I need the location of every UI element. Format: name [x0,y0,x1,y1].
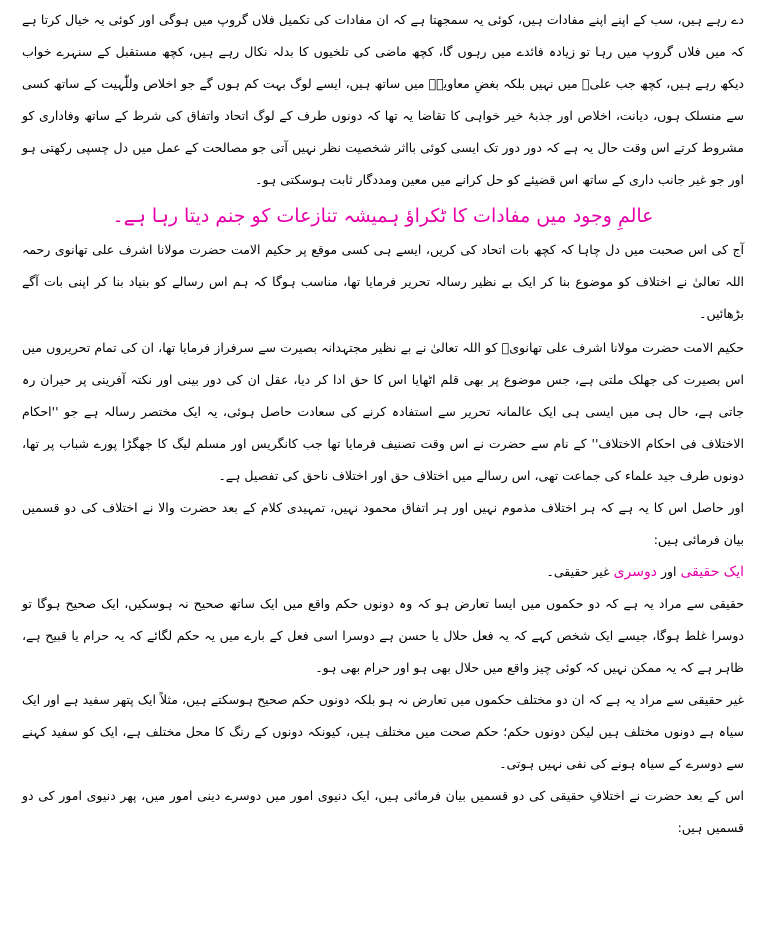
paragraph-thanvi-treatise: حکیم الامت حضرت مولانا اشرف علی تھانویؒ کو اللہ تعالیٰ نے بے نظیر مجتہدانہ بصیرت سے سرفراز فرمایا تھا، ان کی تمام تحریروں میں اس بصیرت کی جھلک ملتی ہے، جس موضوع پر بھی قلم اٹھایا اس کا حق ادا کر دیا، عقل ان کی دور بینی اور نکتہ آفرینی پر حیران رہ جاتی ہے، حال ہی میں ایسی ہی ایک عالمانہ تحریر سے استفادہ کرنے کی سعادت حاصل ہوئی، یہ ایک مختصر رسالہ ہے جو ''احکام الاختلاف فی احکام الاختلاف'' کے نام سے حضرت نے اس وقت تصنیف فرمایا تھا جب کانگریس اور مسلم لیگ کا جھگڑا پورے شباب پر تھا، دونوں طرف جید علماء کی جماعت تھی، اس رسالے میں اختلاف حق اور اختلاف ناحق کی تفصیل ہے۔ [22,340,744,483]
section-heading: عالمِ وجود میں مفادات کا ٹکراؤ ہمیشہ تنازعات کو جنم دیتا رہا ہے۔ [112,205,654,227]
paragraph-factions: دے رہے ہیں، سب کے اپنے اپنے مفادات ہیں، کوئی یہ سمجھتا ہے کہ ان مفادات کی تکمیل فلاں گروپ میں ہوگی اور کوئی یہ خیال کرتا ہے کہ میں فلاں گروپ میں رہا تو زیادہ فائدے میں رہوں گا، کچھ ماضی کی تلخیوں کا بدلہ نکال رہے ہیں، کچھ مستقبل کے سنہرے خواب دیکھ رہے ہیں، کچھ جب علیؓ میں نہیں بلکہ بغضِ معاویہؓ میں ساتھ ہیں، ایسے لوگ بہت کم ہوں گے جو اخلاص وللّٰہیت کے ساتھ کسی سے منسلک ہوں، دیانت، اخلاص اور جذبۂ خیر خواہی کا تقاضا یہ تھا کہ دونوں طرف کے لوگ اتحاد واتفاق کی شرط کے ساتھ وفاداری کو مشروط کرتے اس وقت حال یہ ہے کہ دور دور تک ایسی کوئی بااثر شخصیت نظر نہیں آتی جو مصالحت کے عمل میں دل چسپی رکھتی ہو اور جو غیر جانب داری کے ساتھ اس قضیئے کو حل کرانے میں معین ومددگار ثابت ہوسکتی ہو۔ [22,12,744,187]
paragraph-types-list [22,556,744,588]
highlight-first-type: ایک حقیقی [680,564,744,580]
paragraph-intro-unity: آج کی اس صحبت میں دل چاہا کہ کچھ بات اتحاد کی کریں، ایسے ہی کسی موقع پر حکیم الامت حضرت مولانا اشرف علی تھانوی رحمہ اللہ تعالیٰ نے اختلاف کو موضوع بنا کر ایک بے نظیر رسالہ تحریر فرمایا تھا، مناسب ہوگا کہ ہم اس رسالے کو بنیاد بنا کر اپنی بات آگے بڑھائیں۔ [22,242,744,321]
article-page [22,4,744,844]
highlight-second-type: دوسری [613,564,658,580]
paragraph-nonreal-definition: غیر حقیقی سے مراد یہ ہے کہ ان دو مختلف حکموں میں تعارض نہ ہو بلکہ دونوں حکم صحیح ہوسکتے ہیں، مثلاً ایک پتھر سفید ہے اور ایک سیاہ ہے دونوں مختلف ہیں لیکن دونوں حکم؛ حکم صحت میں مختلف ہیں، کیونکہ دونوں کے رنگ کا محل مختلف ہے، ایک کو سفید کہنے سے دوسرے کے سیاہ ہونے کی نفی نہیں ہوتی۔ [22,692,744,771]
paragraph-worldly-religious: اس کے بعد حضرت نے اختلافِ حقیقی کی دو قسمیں بیان فرمائی ہیں، ایک دنیوی امور میں دوسرے دینی امور میں، پھر دنیوی امور کی دو قسمیں ہیں: [22,788,744,835]
paragraph-real-definition: حقیقی سے مراد یہ ہے کہ دو حکموں میں ایسا تعارض ہو کہ وہ دونوں حکم واقع میں ایک ساتھ صحیح نہ ہوسکیں، ایک صحیح ہوگا تو دوسرا غلط ہوگا، جیسے ایک شخص کہے کہ یہ فعل حلال یا حسن ہے دوسرا اسی فعل کے بارے میں یہ حکم لگائے کہ یہ حرام یا قبیح ہے، ظاہر ہے کہ یہ ممکن نہیں کہ کوئی چیز واقع میں حلال بھی ہو اور حرام بھی ہو۔ [22,596,744,675]
paragraph-two-types: اور حاصل اس کا یہ ہے کہ ہر اختلاف مذموم نہیں اور ہر اتفاق محمود نہیں، تمہیدی کلام کے بعد حضرت والا نے اختلاف کی دو قسمیں بیان فرمائی ہیں: [22,500,744,547]
types-list-tail: غیر حقیقی۔ [546,564,614,579]
conjunction-text: اور [657,564,681,579]
